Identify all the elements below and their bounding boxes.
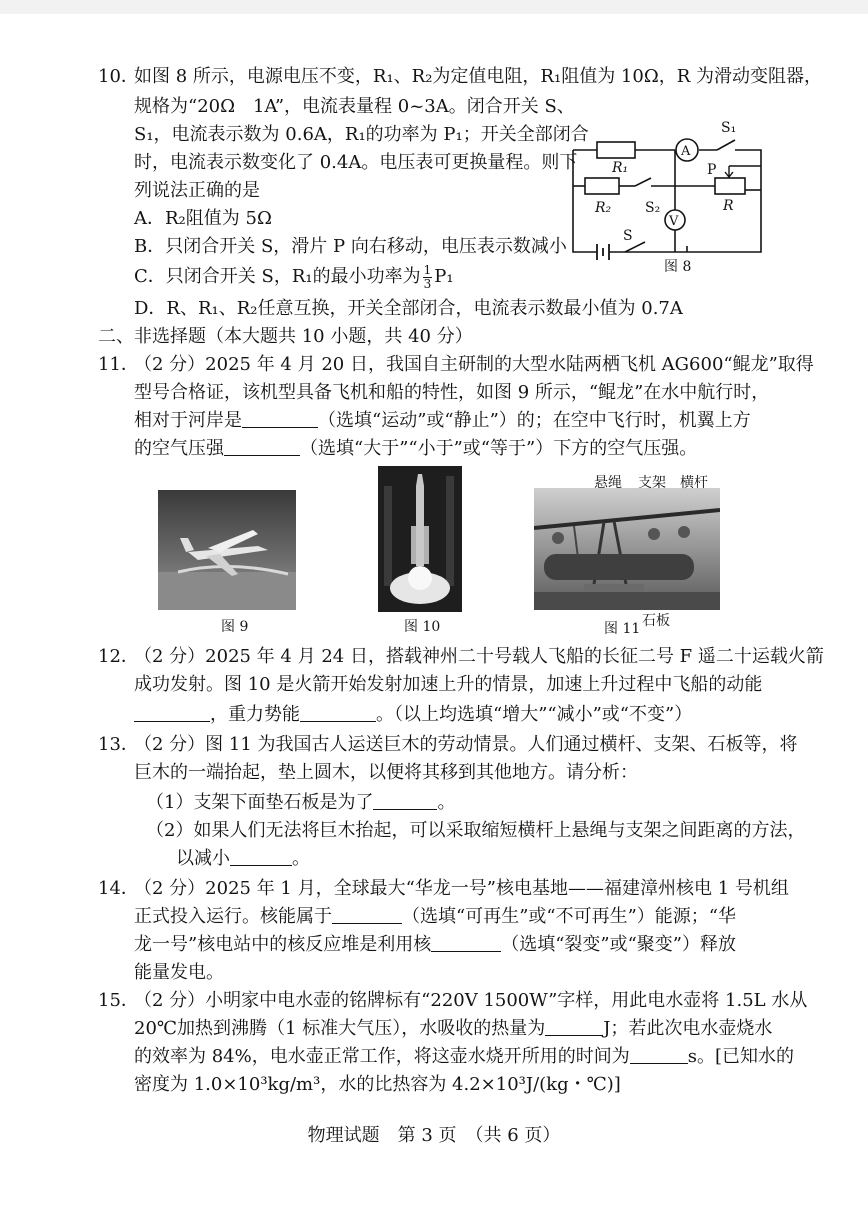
q10-option-c-numerator: 1: [423, 262, 432, 277]
label-s1: S₁: [721, 120, 737, 136]
q13-blank-1[interactable]: [373, 791, 437, 810]
q10-option-c: [134, 262, 454, 292]
q13-part-2: （2）如果人们无法将巨木抬起，可以采取缩短横杆上悬绳与支架之间距离的方法，: [146, 820, 806, 841]
q11-line-4-a: 的空气压强: [134, 438, 224, 459]
q15-line-1: （2 分）小明家中电水壶的铭牌标有“220V 1500W”字样，用此电水壶将 1.5L 水从: [134, 990, 808, 1011]
label-s2: S₂: [645, 200, 661, 216]
figure-11-label-lever: 横杆: [680, 475, 708, 491]
q12-blank-1[interactable]: [134, 703, 210, 722]
q14-line-3-a: 龙一号”核电站中的核反应堆是利用核: [134, 934, 432, 955]
section-2-heading: 二、非选择题（本大题共 10 小题，共 40 分）: [98, 326, 473, 347]
q14-blank-2[interactable]: [431, 933, 501, 952]
q11-line-3-b: （选填“运动”或“静止”）的；在空中飞行时，机翼上方: [318, 410, 751, 431]
figure-11-label-rope: 悬绳: [594, 475, 622, 491]
q15-number: 15．: [98, 990, 139, 1011]
q14-line-1: （2 分）2025 年 1 月，全球最大“华龙一号”核电基地——福建漳州核电 1 号机组: [134, 878, 789, 899]
q11-number: 11．: [98, 354, 139, 375]
slider-arrow: [725, 166, 733, 177]
q13-part-2-b: 以减小: [176, 848, 230, 869]
q10-line-5: 列说法正确的是: [134, 180, 260, 201]
circuit-diagram: [565, 108, 783, 276]
figure-9-seaplane-photo: [158, 490, 296, 610]
switch-s1: [717, 140, 735, 150]
q11-line-3: [134, 406, 751, 436]
q10-option-c-denominator: 3: [423, 276, 432, 291]
q13-number: 13．: [98, 734, 139, 755]
figure-9-caption: 图 9: [221, 619, 249, 635]
q14-line-4: 能量发电。: [134, 962, 224, 983]
rocket-icon: [416, 474, 424, 566]
q13-part-1: [146, 788, 455, 818]
figure-11-label-slab: 石板: [642, 613, 670, 629]
q14-number: 14．: [98, 878, 139, 899]
q11-blank-2[interactable]: [224, 437, 300, 456]
q15-line-3: [134, 1042, 794, 1072]
label-v: V: [669, 214, 679, 229]
page-footer: 物理试题 第 3 页 （共 6 页）: [307, 1125, 561, 1146]
resistor-r2: [585, 178, 619, 194]
battery-icon: [597, 244, 609, 260]
q13-part-2-cont: [176, 844, 310, 874]
q10-option-a: A．R₂阻值为 5Ω: [134, 208, 272, 229]
q15-line-3-b: s。[已知水的: [687, 1046, 794, 1067]
label-s: S: [623, 228, 633, 244]
figure-11-log-transport-photo: [534, 488, 720, 610]
q11-line-4-b: （选填“大于”“小于”或“等于”）下方的空气压强。: [300, 438, 698, 459]
q14-line-2: [134, 902, 736, 932]
q10-line-3: S₁，电流表示数为 0.6A，R₁的功率为 P₁；开关全部闭合: [134, 124, 589, 145]
label-r2: R₂: [595, 200, 612, 216]
q12-line-3-b: 。（以上均选填“增大”“减小”或“不变”）: [376, 704, 693, 725]
label-p: P: [707, 162, 717, 178]
q12-line-3-a: ，重力势能: [210, 704, 300, 725]
q11-line-4: [134, 434, 697, 464]
q11-blank-1[interactable]: [242, 409, 318, 428]
figure-8-caption: 图 8: [664, 259, 692, 275]
q14-line-3: [134, 930, 736, 960]
label-r: R: [723, 198, 734, 214]
rheostat-r: [715, 178, 745, 194]
q15-blank-2[interactable]: [630, 1045, 688, 1064]
q14-blank-1[interactable]: [332, 905, 402, 924]
q14-line-2-b: （选填“可再生”或“不可再生”）能源；“华: [402, 906, 737, 927]
q13-part-2-end: 。: [292, 848, 310, 869]
figure-10-caption: 图 10: [404, 619, 441, 635]
scan-top-edge: [0, 0, 868, 14]
resistor-r1: [597, 142, 635, 158]
q14-line-2-a: 正式投入运行。核能属于: [134, 906, 332, 927]
log-icon: [544, 554, 694, 580]
q12-blank-2[interactable]: [300, 703, 376, 722]
q12-line-2: 成功发射。图 10 是火箭开始发射加速上升的情景，加速上升过程中飞船的动能: [134, 674, 763, 695]
q15-line-3-a: 的效率为 84%，电水壶正常工作，将这壶水烧开所用的时间为: [134, 1046, 630, 1067]
q15-line-4: 密度为 1.0×10³kg/m³，水的比热容为 4.2×10³J/(kg・℃)]: [134, 1074, 621, 1095]
q10-line-1: 如图 8 所示，电源电压不变，R₁、R₂为定值电阻，R₁阻值为 10Ω，R 为滑动变阻器，: [134, 66, 823, 87]
figure-11-caption: 图 11: [604, 621, 641, 637]
switch-s2: [635, 178, 651, 186]
q11-line-2: 型号合格证，该机型具备飞机和船的特性，如图 9 所示，“鲲龙”在水中航行时，: [134, 382, 770, 403]
q10-option-c-fraction: [423, 264, 433, 291]
q13-part-1-end: 。: [437, 792, 456, 813]
q15-line-2-b: J；若此次电水壶烧水: [603, 1018, 773, 1039]
q11-line-1: （2 分）2025 年 4 月 20 日，我国自主研制的大型水陆两栖飞机 AG600“鲲龙”取得: [134, 354, 814, 375]
q10-option-c-text: C．只闭合开关 S，R₁的最小功率为: [134, 266, 421, 287]
q11-line-3-a: 相对于河岸是: [134, 410, 242, 431]
q13-line-1: （2 分）图 11 为我国古人运送巨木的劳动情景。人们通过横杆、支架、石板等，将: [134, 734, 798, 755]
q15-blank-1[interactable]: [545, 1017, 603, 1036]
q13-line-2: 巨木的一端抬起，垫上圆木，以便将其移到其他地方。请分析：: [134, 762, 638, 783]
figure-10-rocket-photo: [378, 466, 462, 612]
q10-line-2: 规格为“20Ω 1A”，电流表量程 0~3A。闭合开关 S、: [134, 96, 575, 117]
label-r1: R₁: [612, 160, 629, 176]
figure-11-label-support: 支架: [638, 475, 666, 491]
q12-number: 12．: [98, 646, 139, 667]
q10-line-4: 时，电流表示数变化了 0.4A。电压表可更换量程。则下: [134, 152, 578, 173]
q15-line-2: [134, 1014, 772, 1044]
q14-line-3-b: （选填“裂变”或“聚变”）释放: [501, 934, 737, 955]
q12-line-3: [134, 700, 692, 730]
q13-part-1-text: （1）支架下面垫石板是为了: [146, 792, 374, 813]
label-a: A: [681, 144, 691, 159]
q10-option-b: B．只闭合开关 S，滑片 P 向右移动，电压表示数减小: [134, 236, 567, 257]
q13-blank-2[interactable]: [230, 847, 292, 866]
stone-slab-icon: [584, 584, 644, 592]
q15-line-2-a: 20℃加热到沸腾（1 标准大气压），水吸收的热量为: [134, 1018, 546, 1039]
q10-option-d: D．R、R₁、R₂任意互换，开关全部闭合，电流表示数最小值为 0.7A: [134, 298, 683, 319]
q12-line-1: （2 分）2025 年 4 月 24 日，搭载神州二十号载人飞船的长征二号 F 遥二十运载火箭: [134, 646, 824, 667]
q10-number: 10．: [98, 66, 139, 87]
q10-option-c-tail: P₁: [434, 266, 454, 287]
